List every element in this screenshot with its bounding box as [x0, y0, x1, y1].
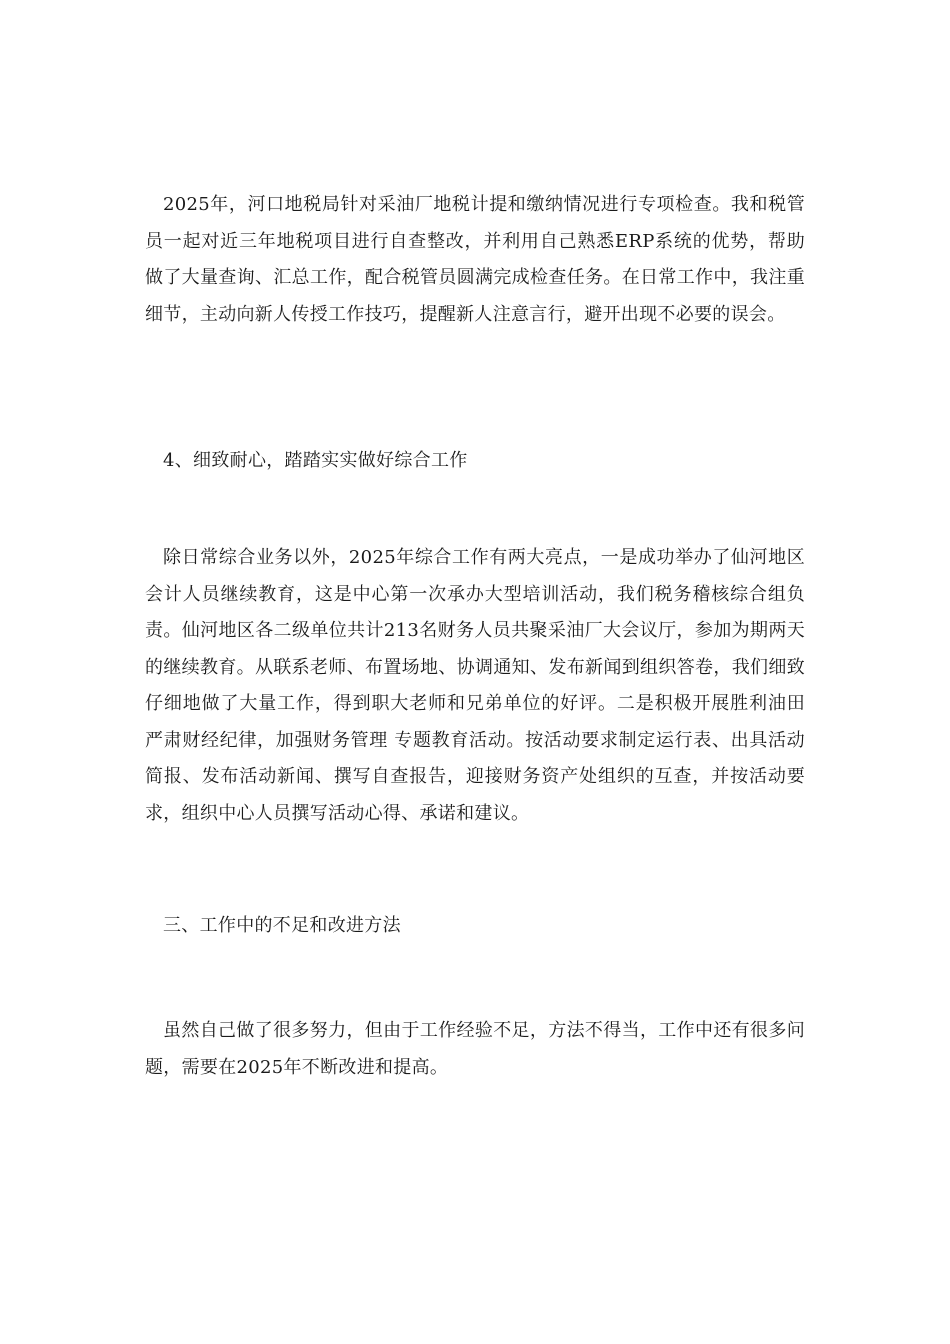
body-paragraph: 除日常综合业务以外，2025年综合工作有两大亮点，一是成功举办了仙河地区会计人员继续教育，这是中心第一次承办大型培训活动，我们税务稽核综合组负责。仙河地区各二级单位共计213名财务人员共聚采油厂大会议厅，参加为期两天的继续教育。从联系老师、布置场地、协调通知、发布新闻到组织答卷，我们细致仔细地做了大量工作，得到职大老师和兄弟单位的好评。二是积极开展胜利油田 严肃财经纪律，加强财务管理 专题教育活动。按活动要求制定运行表、出具活动简报、发布活动新闻、撰写自查报告，迎接财务资产处组织的互查，并按活动要求，组织中心人员撰写活动心得、承诺和建议。	[145, 547, 805, 824]
body-paragraph: 虽然自己做了很多努力，但由于工作经验不足，方法不得当，工作中还有很多问题，需要在2025年不断改进和提高。	[145, 1020, 805, 1078]
section-heading: 三、工作中的不足和改进方法	[163, 915, 401, 936]
body-paragraph: 2025年，河口地税局针对采油厂地税计提和缴纳情况进行专项检查。我和税管员一起对近三年地税项目进行自查整改，并利用自己熟悉ERP系统的优势，帮助做了大量查询、汇总工作，配合税管员圆满完成检查任务。在日常工作中，我注重细节，主动向新人传授工作技巧，提醒新人注意言行，避开出现不必要的误会。	[145, 194, 805, 325]
section-heading: 4、细致耐心，踏踏实实做好综合工作	[163, 450, 468, 471]
